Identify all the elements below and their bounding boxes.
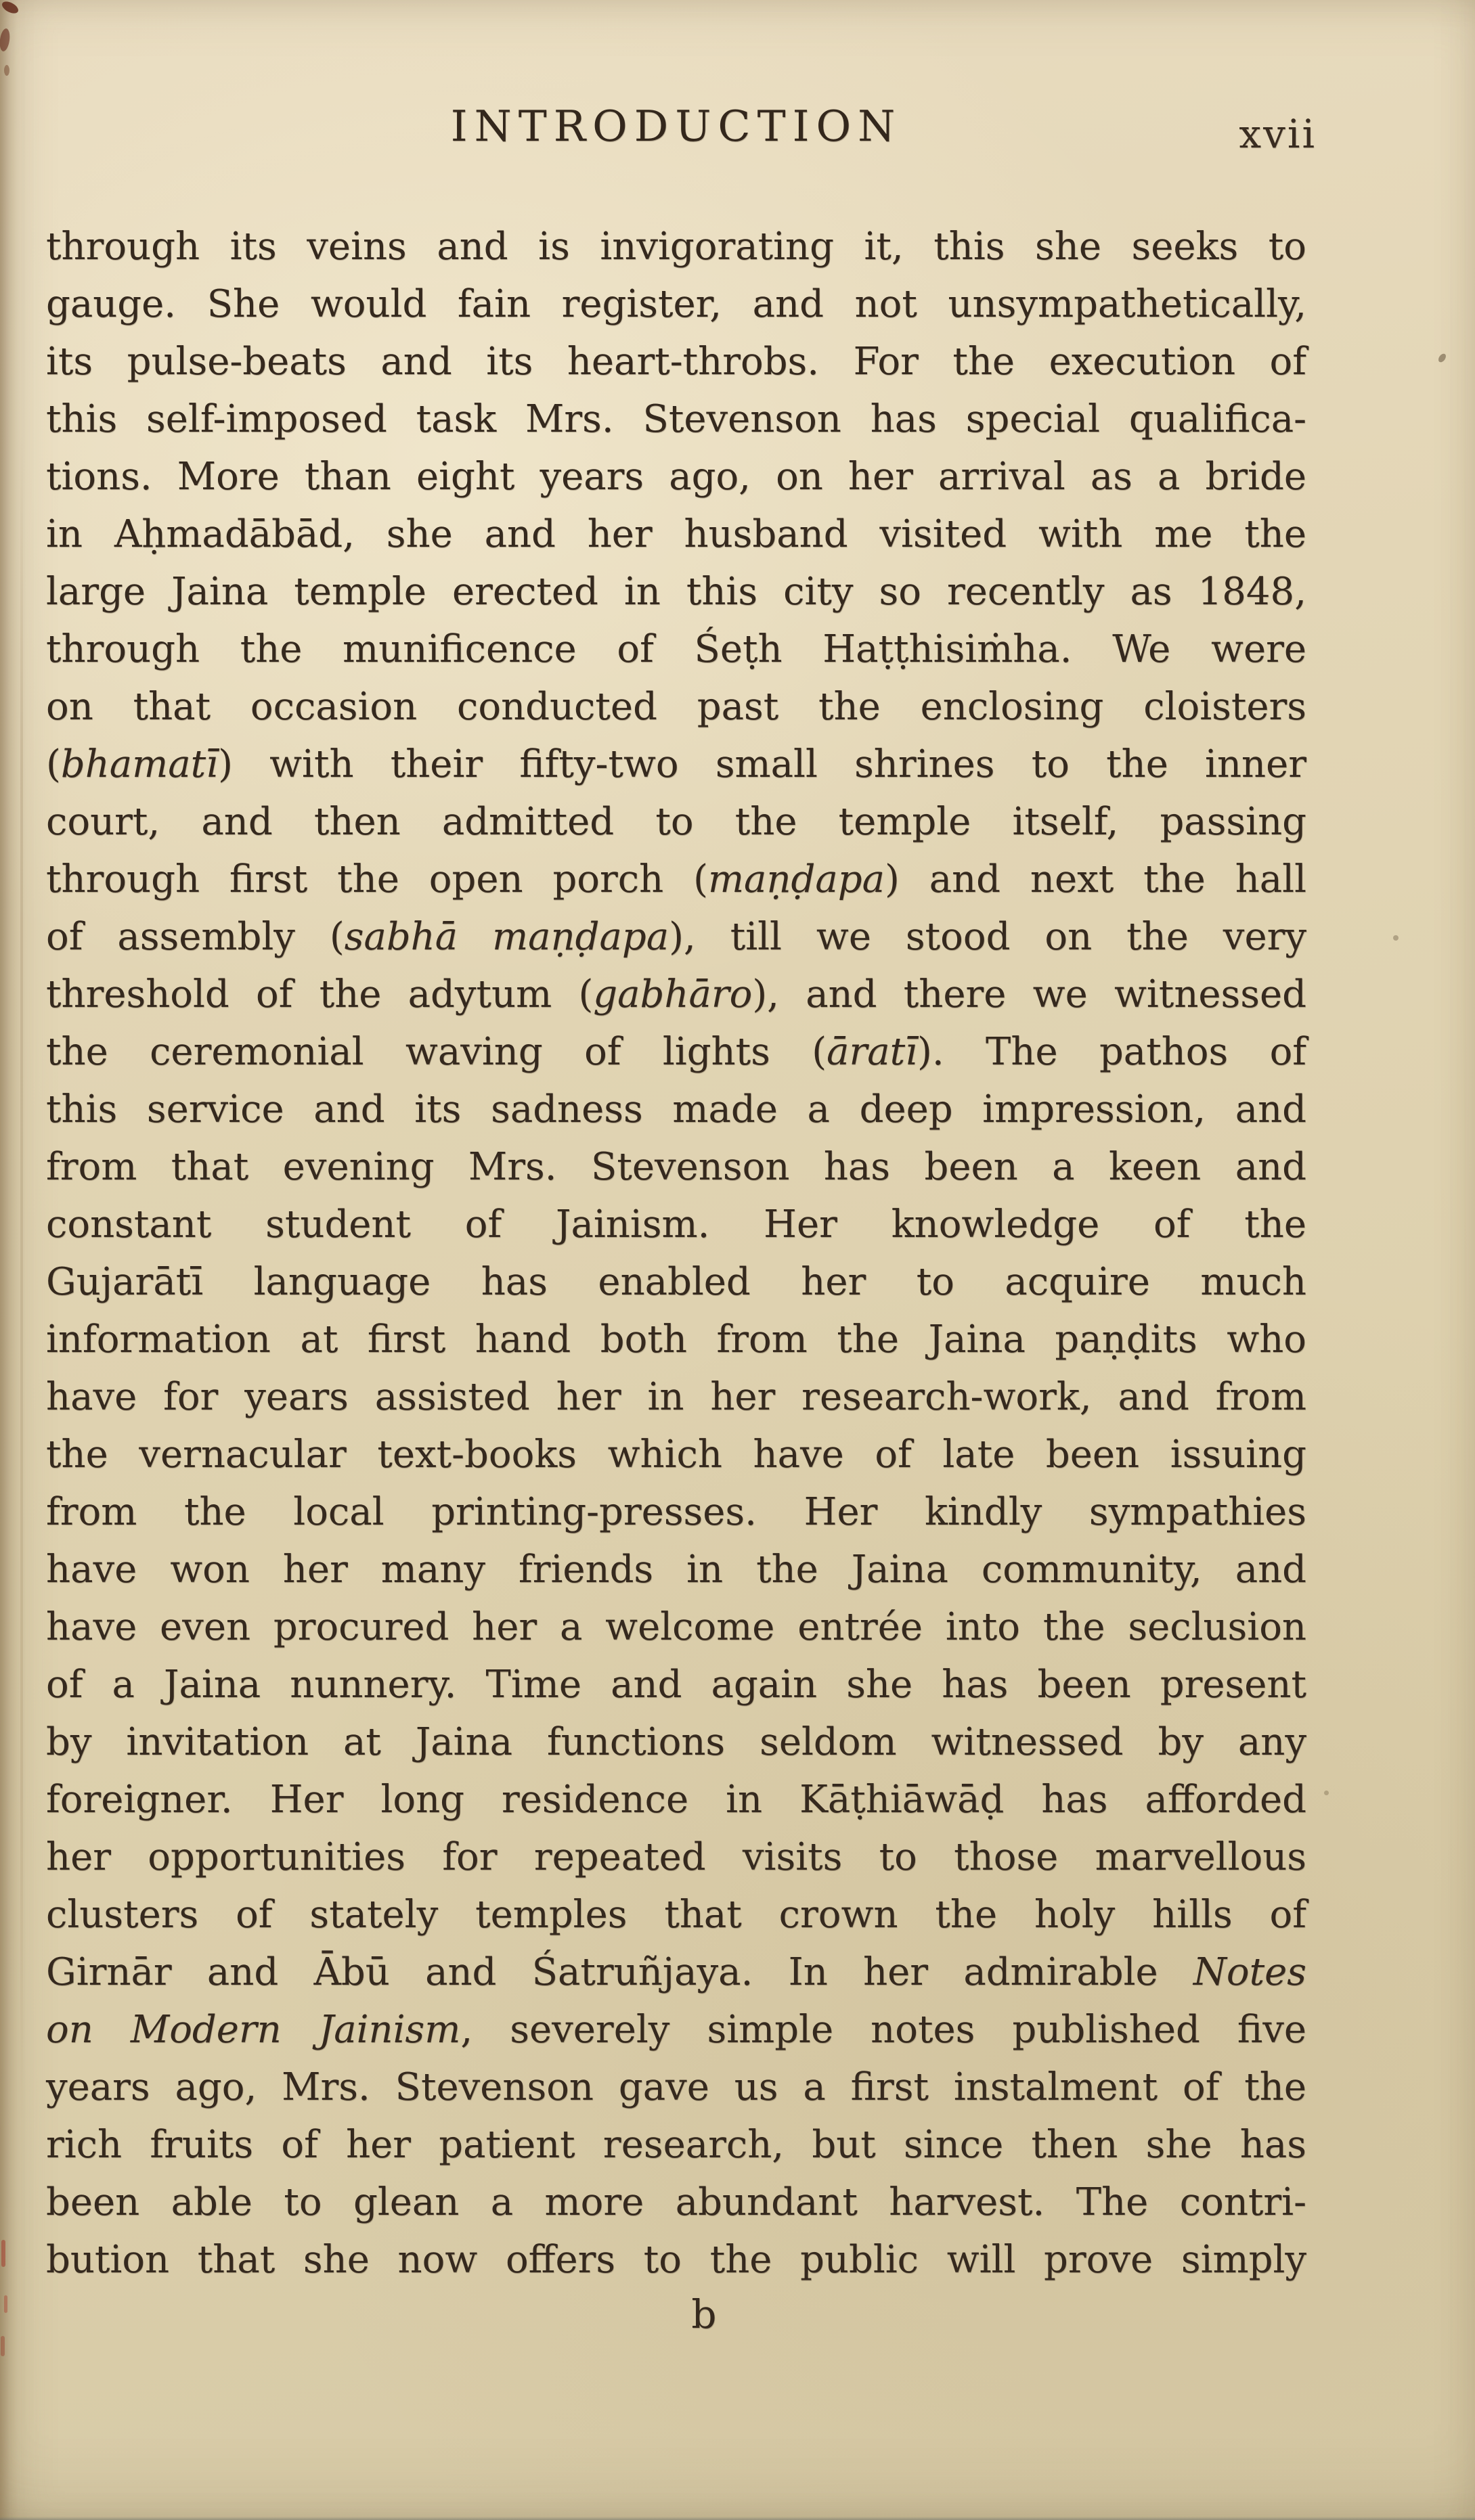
text-line: foreigner. Her long residence in Kāṭhiāwāḍ has afforded xyxy=(46,1778,1306,1822)
paper-blemish xyxy=(1324,1791,1329,1795)
text-line: court, and then admitted to the temple itself, passing xyxy=(46,800,1306,844)
text-line: Gujarātī language has enabled her to acquire much xyxy=(46,1260,1306,1304)
text-line: have won her many friends in the Jaina community, and xyxy=(46,1548,1306,1592)
text-line: have for years assisted her in her research-work, and from xyxy=(46,1375,1306,1419)
text-line: have even procured her a welcome entrée into the seclusion xyxy=(46,1605,1306,1649)
text-line: information at first hand both from the Jaina paṇḍits who xyxy=(46,1318,1306,1362)
text-line: of a Jaina nunnery. Time and again she has been present xyxy=(46,1663,1306,1707)
text-line: by invitation at Jaina functions seldom witnessed by any xyxy=(46,1720,1306,1764)
text-line: from that evening Mrs. Stevenson has been a keen and xyxy=(46,1145,1306,1189)
text-line: constant student of Jainism. Her knowledge of the xyxy=(46,1202,1306,1246)
page-bottom-edge xyxy=(0,2517,1475,2520)
text-line: on that occasion conducted past the enclosing cloisters xyxy=(46,685,1306,729)
text-line: rich fruits of her patient research, but since then she has xyxy=(46,2123,1306,2167)
page-number: xvii xyxy=(1239,111,1317,157)
text-line: this service and its sadness made a deep impression, and xyxy=(46,1087,1306,1131)
paper-crease xyxy=(20,433,23,2125)
text-line: of assembly (sabhā maṇḍapa), till we stood on the very xyxy=(46,915,1306,959)
paper-blemish xyxy=(1393,935,1399,941)
text-line: bution that she now offers to the public will prove simply xyxy=(46,2238,1306,2282)
page-title: INTRODUCTION xyxy=(450,102,902,151)
text-line: from the local printing-presses. Her kindly sympathies xyxy=(46,1490,1306,1534)
text-line: through the munificence of Śeṭh Haṭṭhisiṁha. We were xyxy=(46,627,1306,671)
edge-mark xyxy=(4,2295,7,2313)
edge-mark xyxy=(1,2336,5,2356)
ink-speck xyxy=(4,65,9,76)
text-line: gauge. She would fain register, and not unsympathetically, xyxy=(46,282,1306,326)
page-edge-shadow xyxy=(0,0,18,2520)
text-line: this self-imposed task Mrs. Stevenson has special qualifica- xyxy=(46,397,1306,441)
text-line: Girnār and Ābū and Śatruñjaya. In her admirable Notes xyxy=(46,1950,1306,1994)
text-line: in Aḥmadābād, she and her husband visited with me the xyxy=(46,512,1306,556)
signature-mark: b xyxy=(691,2291,717,2337)
text-line: its pulse-beats and its heart-throbs. For the execution of xyxy=(46,340,1306,384)
text-line: through first the open porch (maṇḍapa) and next the hall xyxy=(46,857,1306,901)
text-line: the vernacular text-books which have of late been issuing xyxy=(46,1433,1306,1477)
text-line: clusters of stately temples that crown the holy hills of xyxy=(46,1893,1306,1937)
text-line: tions. More than eight years ago, on her arrival as a bride xyxy=(46,455,1306,499)
text-line: threshold of the adytum (gabhāro), and there we witnessed xyxy=(46,972,1306,1016)
text-line: been able to glean a more abundant harvest. The contri- xyxy=(46,2180,1306,2224)
page-header xyxy=(46,102,1317,162)
text-line: large Jaina temple erected in this city so recently as 1848, xyxy=(46,570,1306,614)
text-line: her opportunities for repeated visits to those marvellous xyxy=(46,1835,1306,1879)
body-text xyxy=(46,218,1306,2289)
text-line: on Modern Jainism, severely simple notes published five xyxy=(46,2008,1307,2052)
text-line: years ago, Mrs. Stevenson gave us a first instalment of the xyxy=(46,2065,1306,2109)
paper-blemish xyxy=(1437,353,1447,364)
text-line: through its veins and is invigorating it, this she seeks to xyxy=(46,225,1306,269)
text-line: the ceremonial waving of lights (āratī). The pathos of xyxy=(46,1030,1307,1074)
edge-mark xyxy=(1,2240,5,2267)
text-line: (bhamatī) with their fifty-two small shrines to the inner xyxy=(46,742,1306,786)
